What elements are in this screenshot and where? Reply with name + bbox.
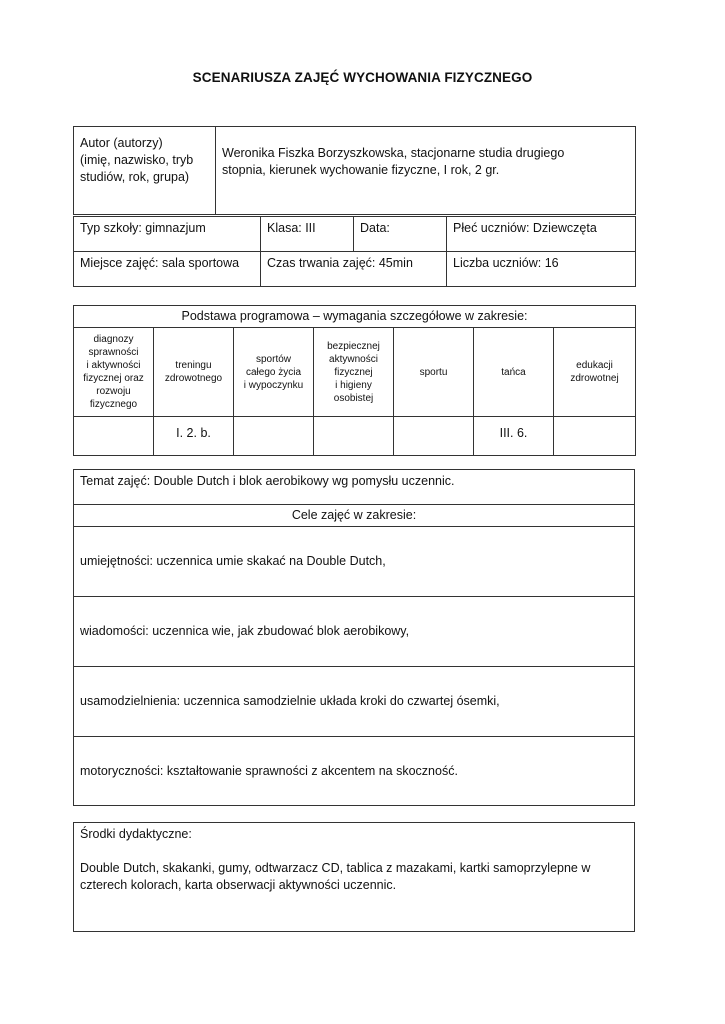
curriculum-column-header	[554, 328, 636, 417]
column-header-line: fizycznego	[89, 399, 138, 410]
curriculum-table	[73, 305, 636, 456]
class-cell: Klasa: III	[261, 217, 354, 252]
goal-skills-cell: umiejętności: uczennica umie skakać na Double Dutch,	[74, 527, 635, 597]
curriculum-column-header	[154, 328, 234, 417]
column-header-line: i aktywności	[86, 360, 141, 371]
column-header-line: edukacji	[576, 360, 613, 371]
curriculum-value-cell: III. 6.	[474, 417, 554, 456]
curriculum-column-header	[394, 328, 474, 417]
column-header-line: treningu	[175, 360, 212, 371]
column-header-line: tańca	[501, 366, 526, 378]
goal-independence-cell: usamodzielnienia: uczennica samodzielnie układa kroki do czwartej ósemki,	[74, 667, 635, 737]
curriculum-column-header	[474, 328, 554, 417]
author-label-line: Autor (autorzy)	[80, 136, 163, 150]
goals-header-cell: Cele zajęć w zakresie:	[74, 505, 635, 527]
school-type-cell: Typ szkoły: gimnazjum	[74, 217, 261, 252]
column-header-line: zdrowotnej	[570, 373, 619, 384]
column-header-line: rozwoju	[96, 386, 131, 397]
date-cell: Data:	[354, 217, 447, 252]
author-value-line: Weronika Fiszka Borzyszkowska, stacjonarne studia drugiego	[222, 146, 565, 160]
didactic-means-line: czterech kolorach, karta obserwacji aktywności uczennic.	[80, 878, 397, 892]
curriculum-header: Podstawa programowa – wymagania szczegółowe w zakresie:	[74, 306, 636, 328]
author-value-cell	[216, 127, 636, 215]
author-label-cell	[74, 127, 216, 215]
school-info-table	[73, 216, 636, 287]
author-value-line: stopnia, kierunek wychowanie fizyczne, I rok, 2 gr.	[222, 163, 500, 177]
topic-cell: Temat zajęć: Double Dutch i blok aerobikowy wg pomysłu uczennic.	[74, 470, 635, 505]
goal-motor-cell: motoryczności: kształtowanie sprawności z akcentem na skoczność.	[74, 737, 635, 806]
curriculum-value-cell: I. 2. b.	[154, 417, 234, 456]
curriculum-value-cell	[394, 417, 474, 456]
column-header-line: zdrowotnego	[164, 373, 223, 384]
document-title: SCENARIUSZA ZAJĘĆ WYCHOWANIA FIZYCZNEGO	[192, 70, 533, 85]
column-header-line: sportów	[255, 353, 291, 365]
column-header-line: bezpiecznej	[327, 340, 380, 352]
column-header-line: fizycznej	[334, 366, 373, 378]
curriculum-value-cell	[314, 417, 394, 456]
curriculum-value-cell	[74, 417, 154, 456]
column-header-line: i higieny	[335, 379, 372, 391]
didactic-means-cell	[74, 823, 635, 932]
goals-table	[73, 469, 635, 806]
column-header-line: i wypoczynku	[243, 379, 304, 391]
goal-knowledge-cell: wiadomości: uczennica wie, jak zbudować blok aerobikowy,	[74, 597, 635, 667]
didactic-means-label: Środki dydaktyczne:	[80, 827, 192, 841]
curriculum-value-cell	[554, 417, 636, 456]
didactic-means-line: Double Dutch, skakanki, gumy, odtwarzacz CD, tablica z mazakami, kartki samoprzylepne w	[80, 861, 591, 875]
didactic-means-table	[73, 822, 635, 932]
gender-cell: Płeć uczniów: Dziewczęta	[447, 217, 636, 252]
curriculum-value-cell	[234, 417, 314, 456]
duration-cell: Czas trwania zajęć: 45min	[261, 252, 447, 287]
column-header-line: aktywności	[329, 353, 378, 365]
column-header-line: całego życia	[245, 366, 302, 378]
place-cell: Miejsce zajęć: sala sportowa	[74, 252, 261, 287]
author-label-line: (imię, nazwisko, tryb	[80, 153, 194, 167]
curriculum-column-header	[74, 328, 154, 417]
column-header-line: diagnozy	[93, 334, 134, 345]
column-header-line: fizycznej oraz	[83, 373, 144, 384]
column-header-line: osobistej	[333, 392, 374, 404]
curriculum-column-header	[234, 328, 314, 417]
column-header-line: sprawności	[88, 347, 139, 358]
students-count-cell: Liczba uczniów: 16	[447, 252, 636, 287]
curriculum-column-header	[314, 328, 394, 417]
column-header-line: sportu	[419, 366, 448, 378]
author-label-line: studiów, rok, grupa)	[80, 170, 190, 184]
author-table	[73, 126, 636, 215]
